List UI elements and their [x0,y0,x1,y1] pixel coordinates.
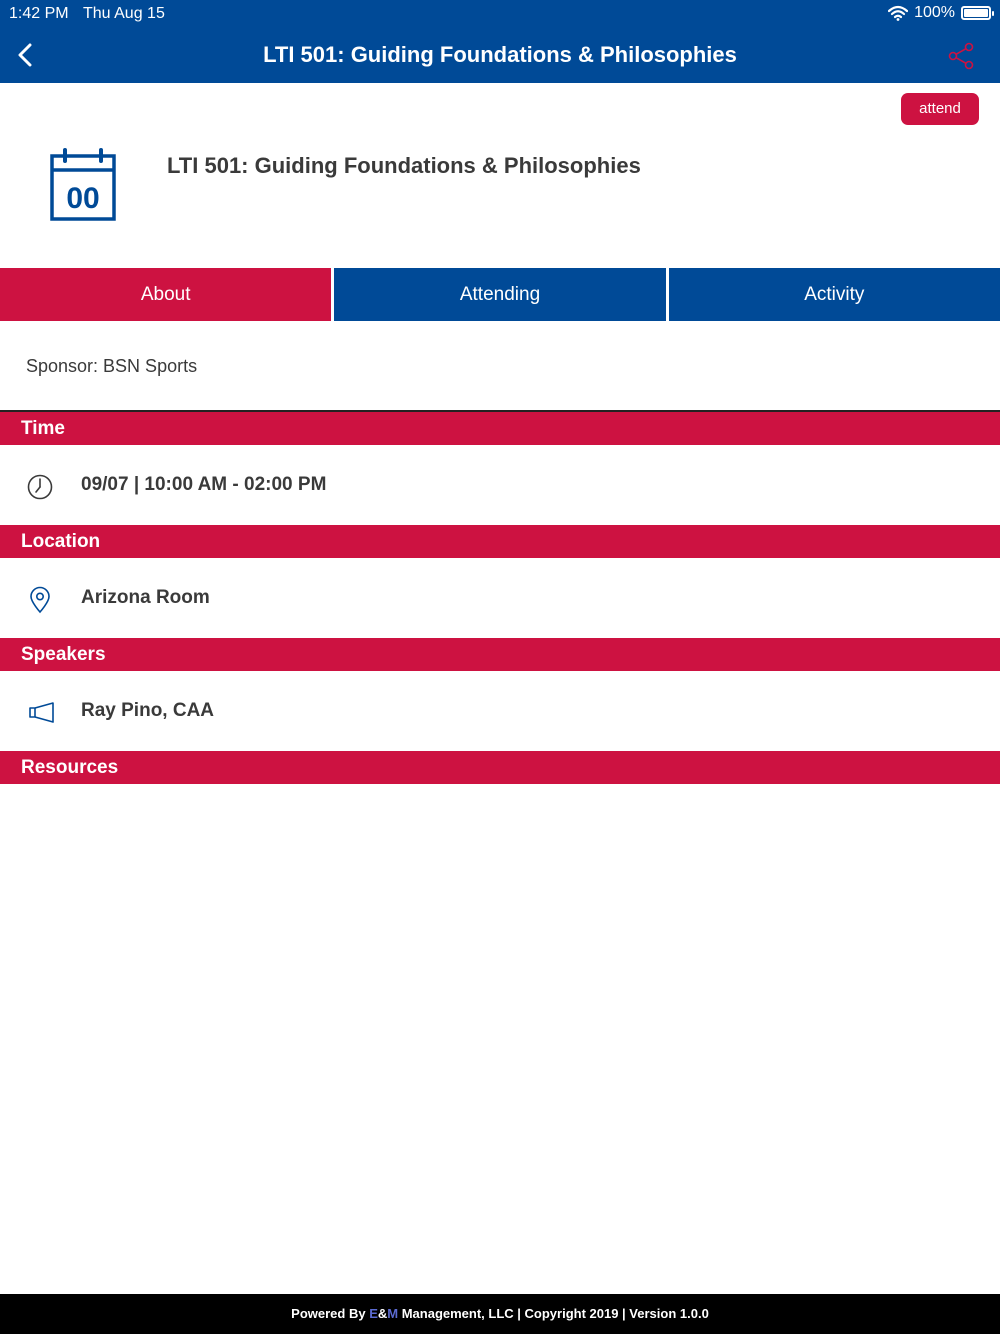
location-row[interactable] [0,558,1000,639]
tab-attending[interactable]: Attending [334,268,665,321]
megaphone-icon [26,699,56,727]
tab-activity[interactable]: Activity [669,268,1000,321]
share-icon [946,42,976,70]
map-pin-icon [26,586,54,614]
event-title: LTI 501: Guiding Foundations & Philosophies [167,153,641,178]
status-time: 1:42 PM [9,5,69,22]
battery-icon [961,6,991,20]
footer-prefix: Powered By [291,1306,370,1321]
wifi-icon [888,5,908,21]
time-section-header: Time [0,412,1000,445]
footer-amp: & [377,1306,388,1321]
speaker-name: Ray Pino, CAA [81,700,215,721]
time-row [0,445,1000,526]
calendar-icon [50,148,116,222]
nav-title: LTI 501: Guiding Foundations & Philosophies [263,42,737,67]
sponsor-text: Sponsor: BSN Sports [26,356,198,376]
resources-section-header: Resources [0,751,1000,784]
status-right [888,4,991,22]
nav-bar [0,28,1000,83]
footer-m: M [387,1306,399,1321]
speakers-section-header: Speakers [0,638,1000,671]
attend-button[interactable]: attend [901,93,979,125]
calendar-day: 00 [66,182,100,215]
status-date: Thu Aug 15 [83,5,165,22]
time-value: 09/07 | 10:00 AM - 02:00 PM [81,474,327,495]
location-value: Arizona Room [81,587,210,608]
tab-bar [0,268,1000,321]
speaker-row[interactable] [0,671,1000,752]
footer-e: E [369,1306,378,1321]
location-section-header: Location [0,525,1000,558]
status-bar [0,0,1000,28]
share-button[interactable] [946,42,976,70]
footer-suffix: Management, LLC | Copyright 2019 | Version 1.0.0 [398,1306,709,1321]
battery-percent: 100% [914,4,955,21]
tab-about[interactable]: About [0,268,331,321]
clock-icon [26,473,54,501]
footer [0,1294,1000,1334]
